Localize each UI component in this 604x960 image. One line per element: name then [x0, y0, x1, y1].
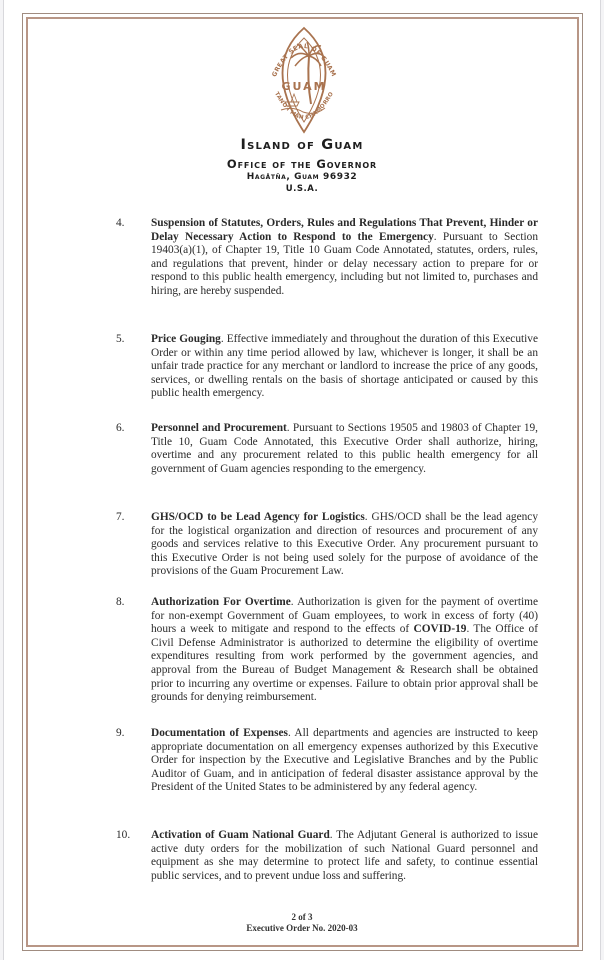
order-item-9: 9. Documentation of Expenses. All departments and agencies are instructed to keep appropriate documentation on all emergency expenses authorized by this Executive Order for inspection by the Executive and Legislative Branches and by the Public Auditor of Guam, and in anticipation of federal disaster assistance approval by the President of the United States to be administered by any federal agency.	[116, 727, 538, 794]
item-text-bold: COVID-19	[413, 623, 467, 636]
item-title: Documentation of Expenses	[151, 727, 288, 739]
item-number: 8.	[116, 596, 125, 608]
item-text: Effective immediately and throughout the duration of this Executive Order or within any time period allowed by law, whichever is longer, it shall be an unfair trade practice for any merchant or landlord to increase the price of any goods, services, or dwelling rentals on the basis of shortage anticipated or caused by this public health emergency.	[151, 333, 539, 400]
item-title: Authorization For Overtime	[151, 596, 291, 608]
item-text: Pursuant to Section 19403(a)(1), of Chapter 19, Title 10 Guam Code Annotated, statutes, orders, rules, and regulations that prevent, hinder or delay necessary action to prepare for or respond to this public health emergency, including but not limited to, purchases and hiring, are hereby suspended.	[151, 230, 538, 297]
item-title: Activation of Guam National Guard	[151, 829, 330, 841]
letterhead-country: U.S.A.	[285, 184, 319, 194]
item-number: 5.	[116, 333, 125, 345]
svg-text:GREAT SEAL OF GUAM: GREAT SEAL OF GUAM	[270, 42, 338, 79]
item-text: Pursuant to Sections 19505 and 19803 of Chapter 19, Title 10, Guam Code Annotated, this Executive Order shall authorize, hiring, overtime and any procurement related to this public health emergency for all government of Guam agencies responding to the emergency.	[151, 422, 539, 475]
guam-seal-icon	[263, 26, 345, 134]
order-item-4: 4. Suspension of Statutes, Orders, Rules and Regulations That Prevent, Hinder or Delay Necessary Action to Respond to the Emergency. Pursuant to Section 19403(a)(1), of Chapter 19, Title 10 Guam Code Annotated, statutes, orders, rules, and regulations that prevent, hinder or delay necessary action to prepare for or respond to this public health emergency, including but not limited to, purchases and hiring, are hereby suspended.	[116, 217, 538, 297]
svg-text:TANO'I MAN CHAMORRO: TANO'I MAN CHAMORRO	[272, 91, 336, 122]
item-number: 6.	[116, 422, 125, 434]
item-text: All departments and agencies are instructed to keep appropriate documentation on all emergency expenses authorized by this Executive Order for inspection by the Executive and Legislative Branches and by the Public Auditor of Guam, and in anticipation of federal disaster assistance approval by the President of the United States to be administered by any federal agency.	[151, 727, 538, 794]
item-title: Personnel and Procurement	[151, 422, 287, 434]
item-title: GHS/OCD to be Lead Agency for Logistics	[151, 511, 365, 523]
page-number: 2 of 3	[291, 912, 313, 922]
letterhead-office: Office of the Governor	[226, 157, 378, 171]
letterhead-title: Island of Guam	[240, 137, 364, 153]
item-title: Suspension of Statutes, Orders, Rules and Regulations That Prevent, Hinder or Delay Necessary Action to Respond to the Emergency	[151, 217, 538, 243]
item-title: Price Gouging	[151, 333, 221, 345]
executive-order-number: Executive Order No. 2020-03	[246, 923, 358, 933]
order-item-10: 10. Activation of Guam National Guard. The Adjutant General is authorized to issue active duty orders for the mobilization of such National Guard personnel and equipment as she may determine to protect life and safety, to continue essential public services, and to prevent undue loss and suffering.	[116, 829, 538, 882]
item-number: 4.	[116, 217, 125, 229]
item-number: 10.	[116, 829, 131, 841]
item-text: The Adjutant General is authorized to issue active duty orders for the mobilization of such National Guard personnel and equipment as she may determine to protect life and safety, to continue essential public services, and to prevent undue loss and suffering.	[151, 829, 538, 882]
order-item-7: 7. GHS/OCD to be Lead Agency for Logistics. GHS/OCD shall be the lead agency for the logistical organization and direction of resources and procurement of any goods and services relative to this Executive Order. Any procurement pursuant to this Executive Order is not being used solely for the purpose of avoidance of the provisions of the Guam Procurement Law.	[116, 511, 538, 578]
item-text: . The Office of Civil Defense Administrator is authorized to determine the eligibility of overtime expenditures resulting from work performed by the government agencies, and approval from the Bureau of Budget Management & Research shall be obtained prior to incurring any overtime or expenses. Failure to obtain prior approval shall be grounds for denying reimbursement.	[151, 623, 538, 704]
order-item-6: 6. Personnel and Procurement. Pursuant to Sections 19505 and 19803 of Chapter 19, Title 10, Guam Code Annotated, this Executive Order shall authorize, hiring, overtime and any procurement related to this public health emergency for all government of Guam agencies responding to the emergency.	[116, 422, 539, 475]
letterhead-address: Hagåtña, Guam 96932	[246, 172, 358, 182]
item-text: GHS/OCD shall be the lead agency for the logistical organization and direction of resources and procurement of any goods and services relative to this Executive Order. Any procurement pursuant to this Executive Order is not being used solely for the purpose of avoidance of the provisions of the Guam Procurement Law.	[151, 511, 538, 578]
item-number: 9.	[116, 727, 125, 739]
item-number: 7.	[116, 511, 125, 523]
item-text: Authorization is given for the payment of overtime for non-exempt Government of Guam employees, to work in excess of forty (40) hours a week to mitigate and respond to the effects of	[151, 596, 538, 636]
svg-text:GUAM: GUAM	[281, 80, 327, 93]
order-item-8: 8. Authorization For Overtime. Authorization is given for the payment of overtime for non-exempt Government of Guam employees, to work in excess of forty (40) hours a week to mitigate and respond to the effects of COVID-19. The Office of Civil Defense Administrator is authorized to determine the eligibility of overtime expenditures resulting from work performed by the government agencies, and approval from the Bureau of Budget Management & Research shall be obtained prior to incurring any overtime or expenses. Failure to obtain prior approval shall be grounds for denying reimbursement.	[116, 596, 538, 704]
order-item-5: 5. Price Gouging. Effective immediately and throughout the duration of this Executive Order or within any time period allowed by law, whichever is longer, it shall be an unfair trade practice for any merchant or landlord to increase the price of any goods, services, or dwelling rentals on the basis of shortage anticipated or caused by this public health emergency.	[116, 333, 539, 400]
